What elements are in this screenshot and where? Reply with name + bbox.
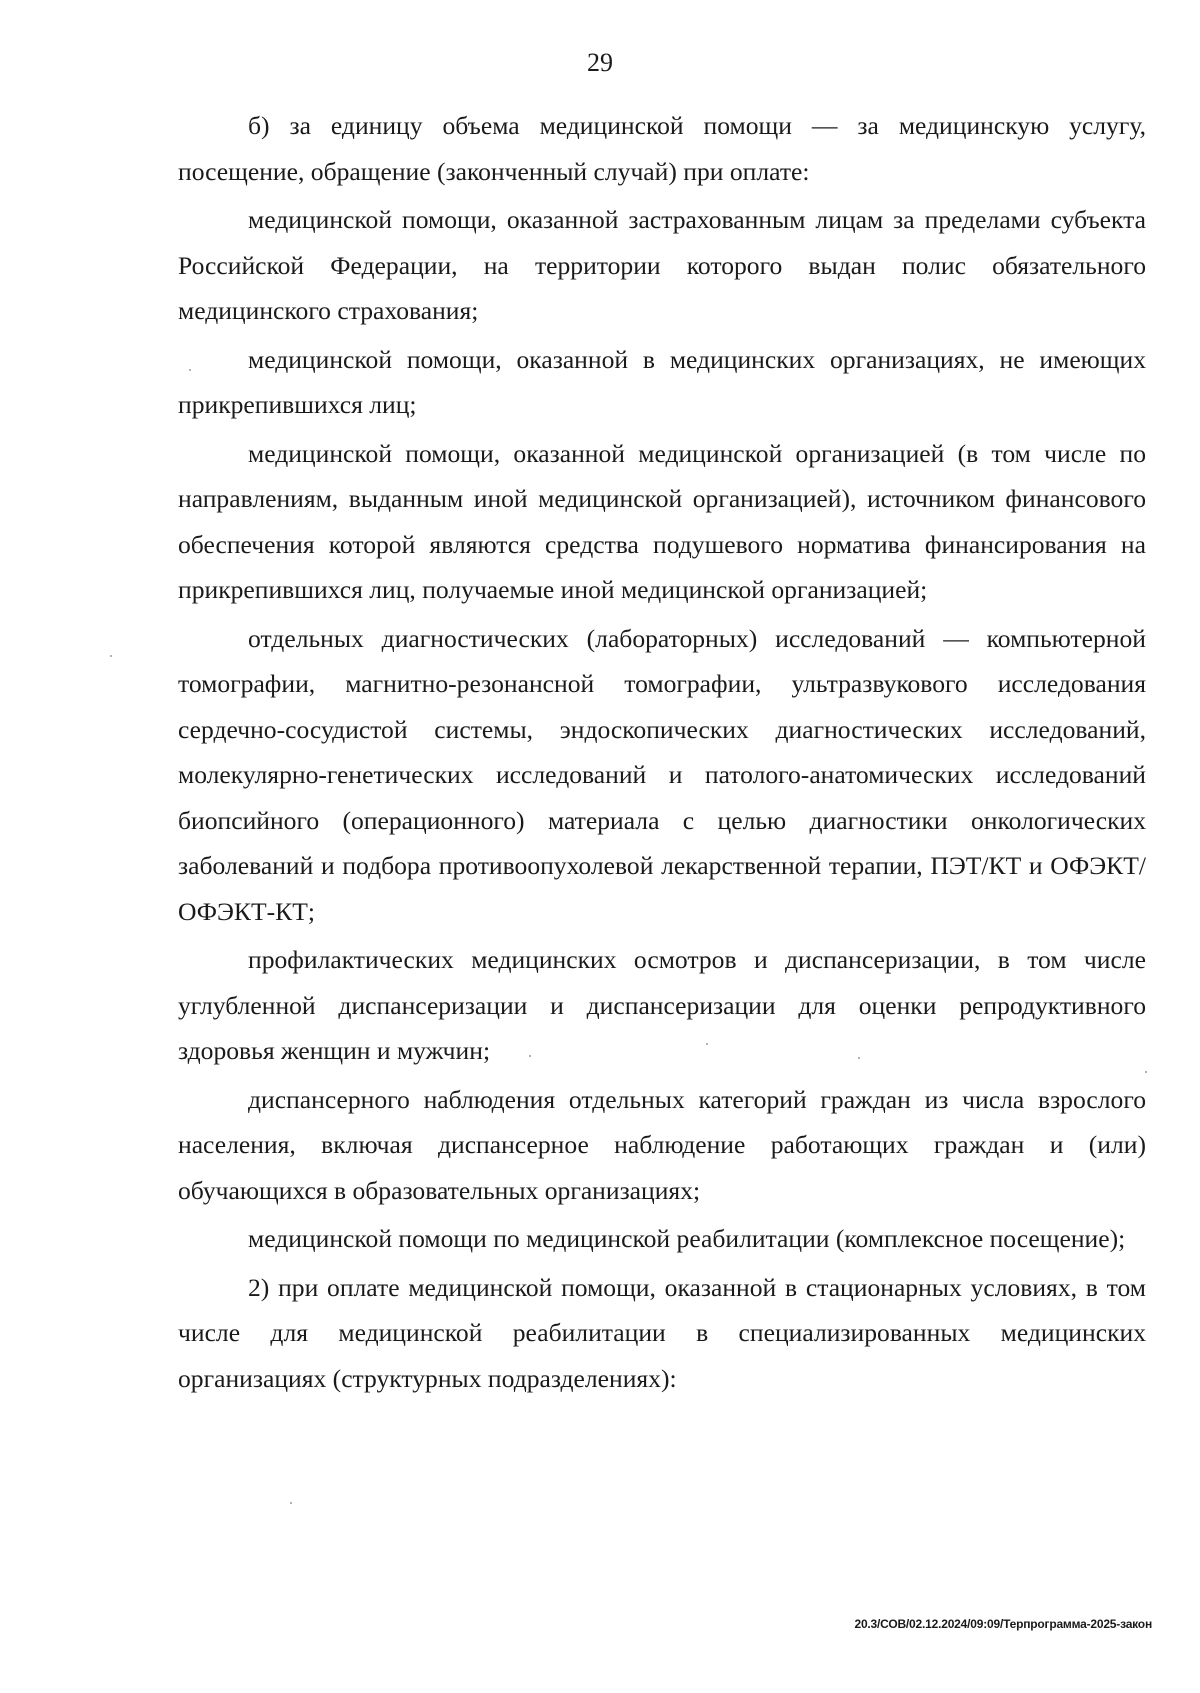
scan-speck — [290, 1502, 292, 1504]
paragraph-insured-outside-region: медицинской помощи, оказанной застрахованным лицам за пределами субъекта Российской Федерации, на территории которого выдан полис обязательного медицинского страхования; — [178, 205, 1146, 325]
scan-speck — [1145, 1071, 1147, 1073]
scan-speck — [529, 1055, 531, 1057]
paragraph-diagnostic-studies: отдельных диагностических (лабораторных) исследований — компьютерной томографии, магнитно-резонансной томографии, ультразвукового исследования сердечно-сосудистой системы, эндоскопических диагностических исследований, молекулярно-генетических исследований и патолого-анатомических исследований биопсийного (операционного) материала с целью диагностики онкологических заболеваний и подбора противоопухолевой лекарственной терапии, ПЭТ/КТ и ОФЭКТ/ОФЭКТ-КТ; — [178, 623, 1146, 926]
document-body — [178, 103, 1146, 1404]
paragraph-no-attached-persons: медицинской помощи, оказанной в медицинских организациях, не имеющих прикрепившихся лиц; — [178, 344, 1146, 419]
scan-speck — [858, 1057, 860, 1059]
paragraph-medical-rehabilitation: медицинской помощи по медицинской реабилитации (комплексное посещение); — [248, 1224, 1126, 1253]
document-footer-code: 20.3/СОВ/02.12.2024/09:09/Терпрограмма-2025-закон — [854, 1617, 1152, 1631]
paragraph-payment-per-unit: б) за единицу объема медицинской помощи — за медицинскую услугу, посещение, обращение (законченный случай) при оплате: — [178, 111, 1146, 186]
paragraph-other-organization-referral: медицинской помощи, оказанной медицинской организацией (в том числе по направлениям, выданным иной медицинской организацией), источником финансового обеспечения которой являются средства подушевого норматива финансирования на прикрепившихся лиц, получаемые иной медицинской организацией; — [178, 438, 1146, 604]
page-number: 29 — [587, 48, 613, 77]
paragraph-inpatient-care: 2) при оплате медицинской помощи, оказанной в стационарных условиях, в том числе для медицинской реабилитации в специализированных медицинских организациях (структурных подразделениях): — [178, 1272, 1146, 1393]
paragraph-dispensary-observation: диспансерного наблюдения отдельных категорий граждан из числа взрослого населения, включая диспансерное наблюдение работающих граждан и (или) обучающихся в образовательных организациях; — [178, 1084, 1146, 1205]
paragraph-preventive-examinations: профилактических медицинских осмотров и диспансеризации, в том числе углубленной диспансеризации и диспансеризации для оценки репродуктивного здоровья женщин и мужчин; — [178, 945, 1146, 1065]
scan-speck — [189, 369, 191, 371]
scan-speck — [706, 1043, 708, 1045]
scan-speck — [110, 655, 112, 657]
